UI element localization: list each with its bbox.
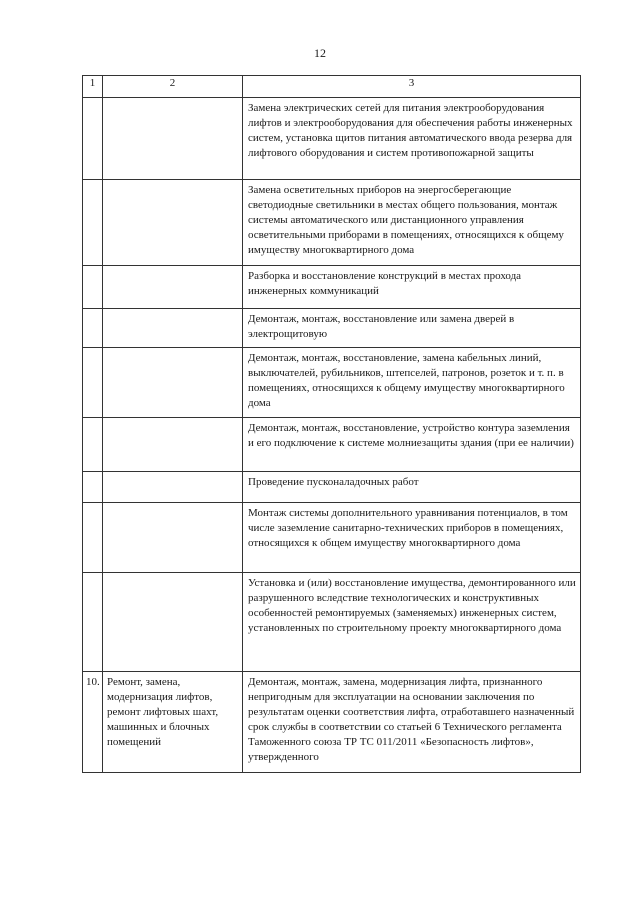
row-text: Демонтаж, монтаж, восстановление, замена кабельных линий, выключателей, рубильников, штепселей, патронов, розеток и т. п. в помещениях, относящихся к общему имуществу многоквартирного дома: [243, 348, 581, 418]
row-text: Замена осветительных приборов на энергосберегающие светодиодные светильники в местах общего пользования, монтаж системы автоматического или дистанционного управления осветительными приборами в помещениях, относящихся к общему имуществу многоквартирного дома: [243, 180, 581, 266]
row-number: [83, 503, 103, 573]
row-number: [83, 348, 103, 418]
row-name: [103, 266, 243, 309]
row-name: [103, 503, 243, 573]
row-name: [103, 98, 243, 180]
table-row: [83, 348, 581, 418]
table-row: [83, 418, 581, 472]
header-col-3: 3: [243, 76, 581, 98]
table-row: [83, 503, 581, 573]
row-number: [83, 418, 103, 472]
row-number: [83, 180, 103, 266]
row-name: [103, 180, 243, 266]
row-name: Ремонт, замена, модернизация лифтов, ремонт лифтовых шахт, машинных и блочных помещений: [103, 672, 243, 773]
row-name: [103, 573, 243, 672]
page-number: 12: [314, 46, 326, 60]
row-text: Демонтаж, монтаж, восстановление, устройство контура заземления и его подключение к системе молниезащиты здания (при ее наличии): [243, 418, 581, 472]
table-row: [83, 309, 581, 348]
row-name: [103, 418, 243, 472]
header-col-1: 1: [83, 76, 103, 98]
table-row: [83, 266, 581, 309]
row-text: Демонтаж, монтаж, восстановление или замена дверей в электрощитовую: [243, 309, 581, 348]
row-text: Замена электрических сетей для питания электрооборудования лифтов и электрооборудования для обеспечения работы инженерных систем, установка щитов питания автоматического ввода резерва для лифтового оборудования и систем противопожарной защиты: [243, 98, 581, 180]
table-row: [83, 472, 581, 503]
works-table: [82, 75, 581, 773]
row-text: Демонтаж, монтаж, замена, модернизация лифта, признанного непригодным для эксплуатации на основании заключения по результатам оценки соответствия лифта, отработавшего назначенный срок службы в соответствии со статьей 6 Технического регламента Таможенного союза ТР ТС 011/2011 «Безопасность лифтов», утвержденного: [243, 672, 581, 773]
table-row: [83, 573, 581, 672]
row-name: [103, 472, 243, 503]
row-name: [103, 309, 243, 348]
row-number: [83, 472, 103, 503]
row-text: Монтаж системы дополнительного уравнивания потенциалов, в том числе заземление санитарно-технических приборов в помещениях, относящихся к общем имуществу многоквартирного дома: [243, 503, 581, 573]
table-row: [83, 672, 581, 773]
row-number: [83, 266, 103, 309]
row-number: [83, 309, 103, 348]
table-header-row: [83, 76, 581, 98]
row-number: 10.: [83, 672, 103, 773]
table-row: [83, 180, 581, 266]
row-text: Установка и (или) восстановление имущества, демонтированного или разрушенного вследствие технологических и конструктивных особенностей ремонтируемых (заменяемых) инженерных систем, установленных по строительному проекту многоквартирного дома: [243, 573, 581, 672]
row-text: Разборка и восстановление конструкций в местах прохода инженерных коммуникаций: [243, 266, 581, 309]
row-text: Проведение пусконаладочных работ: [243, 472, 581, 503]
header-col-2: 2: [103, 76, 243, 98]
table-row: [83, 98, 581, 180]
row-number: [83, 573, 103, 672]
row-name: [103, 348, 243, 418]
row-number: [83, 98, 103, 180]
